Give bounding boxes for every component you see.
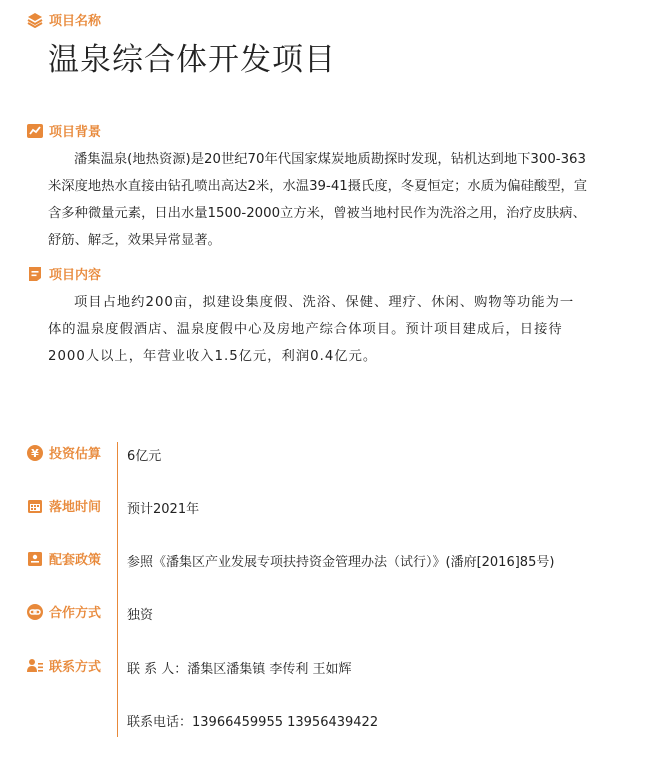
cooperation-value: 独资 bbox=[127, 608, 154, 623]
policy-value: 参照《潘集区产业发展专项扶持资金管理办法（试行）》(潘府[2016]85号) bbox=[127, 555, 555, 570]
cooperation-header bbox=[27, 602, 115, 621]
background-text: 潘集温泉(地热资源)是20世纪70年代国家煤炭地质勘探时发现，钻机达到地下300-363米深度地热水直接由钻孔喷出高达2米，水温39-41摄氏度，冬夏恒定；水质为偏硅酸型，宣含多种微量元素，日出水量1500-2000立方米，曾被当地村民作为洗浴之用，治疗皮肤病、舒筋、解乏，效果异常显著。 bbox=[48, 152, 588, 248]
policy-label: 配套政策 bbox=[49, 553, 102, 568]
content-header bbox=[27, 264, 101, 283]
cooperation-label: 合作方式 bbox=[49, 606, 102, 621]
page-title: 温泉综合体开发项目 bbox=[48, 42, 336, 78]
contact-label: 联系方式 bbox=[49, 660, 102, 675]
landing-time-label: 落地时间 bbox=[49, 500, 102, 515]
background-header bbox=[27, 121, 101, 140]
investment-value: 6亿元 bbox=[127, 449, 162, 464]
divider-line bbox=[117, 442, 118, 737]
policy-header bbox=[27, 549, 115, 568]
yen-icon bbox=[27, 445, 43, 461]
document-icon bbox=[27, 266, 43, 282]
calendar-icon bbox=[27, 498, 43, 514]
contact-person: 联 系 人：潘集区潘集镇 李传利 王如辉 bbox=[127, 662, 352, 677]
chart-icon bbox=[27, 123, 43, 139]
landing-time-value: 预计2021年 bbox=[127, 502, 200, 517]
project-name-label: 项目名称 bbox=[49, 14, 102, 29]
investment-label: 投资估算 bbox=[49, 447, 102, 462]
content-label: 项目内容 bbox=[49, 268, 102, 283]
link-icon bbox=[27, 604, 43, 620]
contact-header bbox=[27, 656, 115, 675]
content-text: 项目占地约200亩，拟建设集度假、洗浴、保健、理疗、休闲、购物等功能为一体的温泉度假酒店、温泉度假中心及房地产综合体项目。预计项目建成后，日接待2000人以上，年营业收入1.5亿元，利润0.4亿元。 bbox=[48, 295, 575, 364]
contact-icon bbox=[27, 658, 43, 674]
investment-header bbox=[27, 443, 115, 462]
landing-time-header bbox=[27, 496, 115, 515]
contact-phone: 联系电话：13966459955 13956439422 bbox=[127, 715, 379, 730]
layers-icon bbox=[27, 12, 43, 28]
svg-text:¥: ¥ bbox=[31, 446, 39, 460]
project-name-header bbox=[27, 10, 101, 29]
background-label: 项目背景 bbox=[49, 125, 102, 140]
policy-icon bbox=[27, 551, 43, 567]
